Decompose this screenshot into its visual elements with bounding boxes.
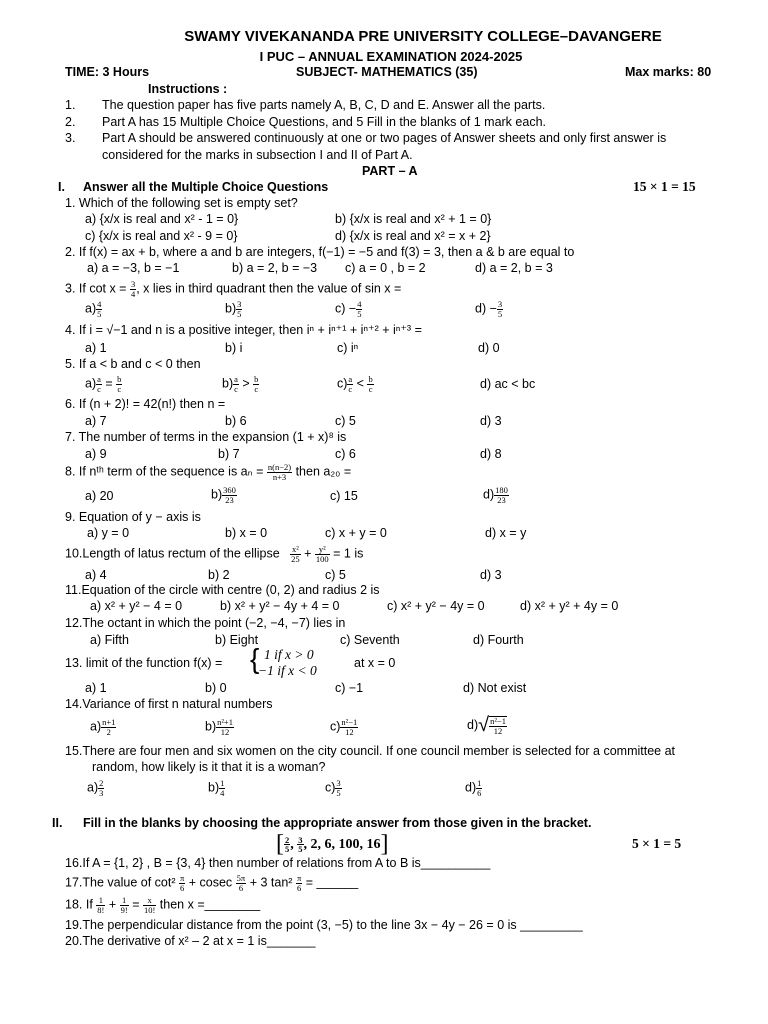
question-stem: 8. If nᵗʰ term of the sequence is aₙ = $\frac{n(n-2)}{n+3}$ then a₂₀ =	[65, 462, 352, 482]
instructions-title: Instructions :	[148, 82, 228, 96]
question-stem: 18. If $\frac{1}{8!}$ + $\frac{1}{9!}$ = $\frac{x}{10!}$ then x =________	[65, 895, 261, 915]
question-stem: 10.Length of latus rectum of the ellipse $\frac{\text{x²}}{25}$ + $\frac{\text{y²}}{100}$ = 1 is	[65, 544, 364, 564]
section-marks: 5 × 1 = 5	[632, 836, 682, 851]
question-stem: 17.The value of cot² $\frac{\pi}{6}$ + cosec $\frac{5\pi}{6}$ + 3 tan² $\frac{\pi}{6}$ = ______	[65, 873, 359, 893]
option-d: d) x² + y² + 4y = 0	[520, 599, 619, 613]
left-brace: {	[250, 643, 260, 674]
section-marks: 15 × 1 = 15	[633, 179, 696, 194]
option-c: c) 5	[335, 414, 356, 428]
option-d: d) 3	[480, 568, 502, 582]
option-a: a) $\frac{2}{3}$	[87, 778, 104, 798]
option-d: d) Not exist	[463, 681, 527, 695]
option-c: c) − $\frac{4}{5}$	[335, 299, 362, 319]
option-a: a) 7	[85, 414, 107, 428]
option-b: b) 7	[218, 447, 240, 461]
option-c: c) {x/x is real and x² - 9 = 0}	[85, 229, 238, 243]
section-number: II.	[52, 816, 63, 830]
question-stem: 19.The perpendicular distance from the point (3, −5) to the line 3x − 4y − 26 = 0 is _________	[65, 918, 583, 932]
option-b: b) 6	[225, 414, 247, 428]
option-c: c) 15	[330, 489, 358, 503]
option-a: a) $\frac{a}{c}$ = $\frac{b}{c}$	[85, 374, 122, 394]
instruction-text: considered for the marks in subsection I and II of Part A.	[102, 148, 413, 162]
section-title: Fill in the blanks by choosing the appropriate answer from those given in the bracket.	[83, 816, 592, 830]
option-d: d) $\frac{180}{23}$	[483, 485, 508, 505]
option-a: a) 1	[85, 681, 107, 695]
stem-text: 3. If cot x =	[65, 281, 130, 296]
option-b: b) $\frac{a}{c}$ > $\frac{b}{c}$	[222, 374, 259, 394]
option-c: c) $\frac{\text{n²−1}}{12}$	[330, 717, 358, 737]
option-a: a) {x/x is real and x² - 1 = 0}	[85, 212, 239, 226]
exam-time: TIME: 3 Hours	[65, 65, 150, 79]
option-d: d) 8	[480, 447, 502, 461]
option-b: b) i	[225, 341, 243, 355]
option-d: d)√ $\frac{\text{n²−1}}{12}$	[467, 714, 506, 736]
question-stem: 14.Variance of first n natural numbers	[65, 697, 273, 711]
case-one: 1 if x > 0	[264, 647, 314, 662]
instruction-text: Part A has 15 Multiple Choice Questions, and 5 Fill in the blanks of 1 mark each.	[102, 115, 546, 129]
section-number: I.	[58, 180, 65, 194]
question-stem: 13. limit of the function f(x) =	[65, 656, 223, 670]
sqrt-icon: √	[478, 714, 490, 736]
option-c: c) −1	[335, 681, 364, 695]
section-title: Answer all the Multiple Choice Questions	[83, 180, 329, 194]
question-stem-cont: random, how likely is it that it is a woman?	[92, 760, 326, 774]
option-c: c) 5	[325, 568, 346, 582]
instruction-text: The question paper has five parts namely A, B, C, D and E. Answer all the parts.	[102, 98, 546, 112]
question-stem: 1. Which of the following set is empty set?	[65, 196, 298, 210]
question-stem: 7. The number of terms in the expansion (1 + x)⁸ is	[65, 430, 347, 444]
question-stem: 5. If a < b and c < 0 then	[65, 357, 201, 371]
exam-title: I PUC – ANNUAL EXAMINATION 2024-2025	[259, 49, 523, 64]
option-c: c) x² + y² − 4y = 0	[387, 599, 485, 613]
option-b: b) $\frac{3}{5}$	[225, 299, 242, 319]
answer-bracket: [ $\frac{2}{5}$ , $\frac{3}{5}$ , 2, 6, 100, 16]	[276, 831, 389, 857]
option-a: a) x² + y² − 4 = 0	[90, 599, 183, 613]
option-b: b) {x/x is real and x² + 1 = 0}	[335, 212, 492, 226]
question-stem: 4. If i = √−1 and n is a positive integer, then iⁿ + iⁿ⁺¹ + iⁿ⁺² + iⁿ⁺³ =	[65, 323, 422, 337]
option-d: d) − $\frac{3}{5}$	[475, 299, 503, 319]
question-stem: 12.The octant in which the point (−2, −4, −7) lies in	[65, 616, 346, 630]
option-a: a) 1	[85, 341, 107, 355]
option-c: c) iⁿ	[337, 341, 359, 355]
option-a: a) $\frac{n+1}{2}$	[90, 717, 116, 737]
instruction-text: Part A should be answered continuously at one or two pages of Answer sheets and only first answer is	[102, 131, 667, 145]
option-b: b) $\frac{\text{n²+1}}{12}$	[205, 717, 233, 737]
option-d: d) {x/x is real and x² = x + 2}	[335, 229, 491, 243]
option-d: d) a = 2, b = 3	[475, 261, 553, 275]
instruction-num: 1.	[65, 98, 76, 112]
question-stem: 15.There are four men and six women on the city council. If one council member is selected for a committee at	[65, 744, 676, 758]
option-b: b) x = 0	[225, 526, 268, 540]
option-d: d) 0	[478, 341, 500, 355]
option-c: c) 6	[335, 447, 356, 461]
option-b: b) $\frac{1}{4}$	[208, 778, 225, 798]
option-b: b) a = 2, b = −3	[232, 261, 318, 275]
stem-text: , x lies in third quadrant then the value of sin x =	[136, 281, 402, 296]
option-a: a) y = 0	[87, 526, 130, 540]
option-a: a) a = −3, b = −1	[87, 261, 180, 275]
option-b: b) 2	[208, 568, 230, 582]
question-stem: 20.The derivative of x² – 2 at x = 1 is_______	[65, 934, 316, 948]
option-d: d) x = y	[485, 526, 527, 540]
question-stem: 16.If A = {1, 2} , B = {3, 4} then number of relations from A to B is__________	[65, 856, 491, 870]
question-stem: 9. Equation of y − axis is	[65, 510, 201, 524]
option-a: a) 20	[85, 489, 114, 503]
option-c: c) $\frac{a}{c}$ < $\frac{b}{c}$	[337, 374, 373, 394]
instruction-num: 3.	[65, 131, 76, 145]
option-d: d) ac < bc	[480, 377, 536, 391]
max-marks: Max marks: 80	[625, 65, 712, 79]
option-b: b) x² + y² − 4y + 4 = 0	[220, 599, 340, 613]
case-two: −1 if x < 0	[258, 663, 317, 678]
part-a-title: PART – A	[362, 164, 418, 178]
option-a: a) 4	[85, 568, 107, 582]
option-c: c) Seventh	[340, 633, 400, 647]
question-stem	[65, 280, 401, 298]
college-name: SWAMY VIVEKANANDA PRE UNIVERSITY COLLEGE–DAVANGERE	[184, 28, 662, 45]
fraction: $\frac{3}{4}$	[130, 279, 136, 299]
option-a: a) $\frac{4}{5}$	[85, 299, 102, 319]
option-b: b) Eight	[215, 633, 259, 647]
option-d: d) 3	[480, 414, 502, 428]
instruction-num: 2.	[65, 115, 76, 129]
option-b: b) 0	[205, 681, 227, 695]
question-stem: 2. If f(x) = ax + b, where a and b are integers, f(−1) = −5 and f(3) = 3, then a & b are equal to	[65, 245, 575, 259]
exam-subject: SUBJECT- MATHEMATICS (35)	[296, 65, 478, 79]
question-tail: at x = 0	[354, 656, 396, 670]
option-c: c) a = 0 , b = 2	[345, 261, 426, 275]
option-a: a) Fifth	[90, 633, 129, 647]
option-a: a) 9	[85, 447, 107, 461]
question-stem: 6. If (n + 2)! = 42(n!) then n =	[65, 397, 226, 411]
question-stem: 11.Equation of the circle with centre (0, 2) and radius 2 is	[65, 583, 380, 597]
option-d: d) $\frac{1}{6}$	[465, 778, 482, 798]
option-d: d) Fourth	[473, 633, 524, 647]
option-b: b) $\frac{360}{23}$	[211, 485, 236, 505]
option-c: c) $\frac{3}{5}$	[325, 778, 341, 798]
option-c: c) x + y = 0	[325, 526, 387, 540]
